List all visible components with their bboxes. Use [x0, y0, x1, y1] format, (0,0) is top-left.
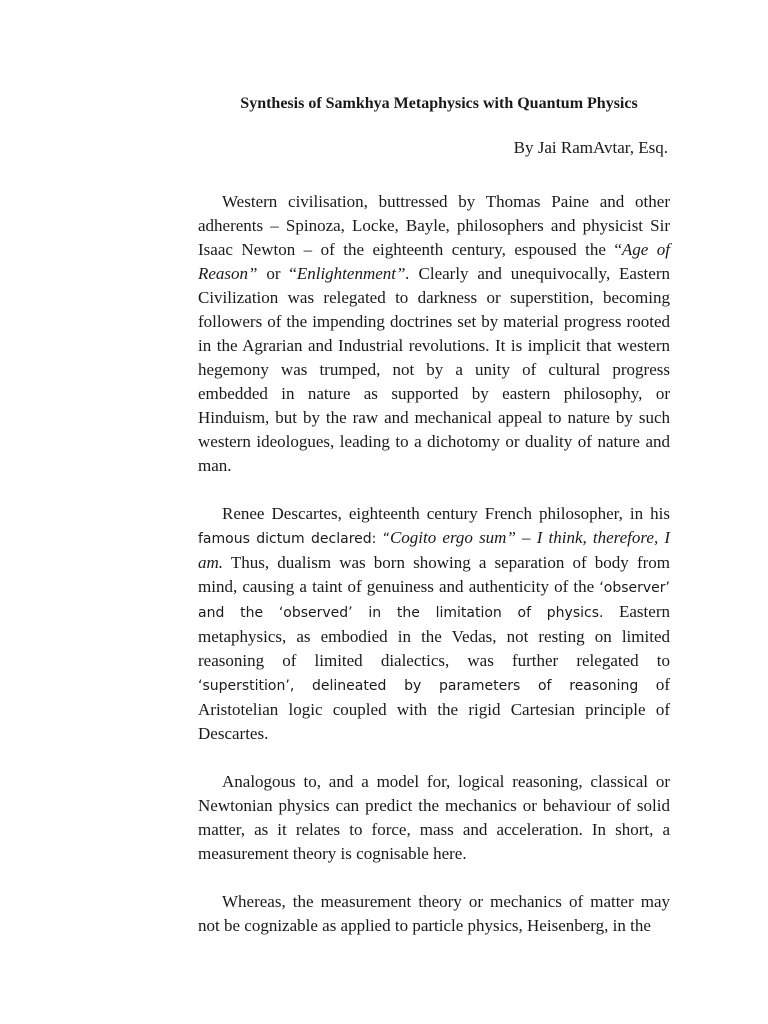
p2-text-b: famous dictum declared: “: [198, 531, 390, 547]
document-page: [198, 92, 670, 962]
p1-italic-age-of-reason: Age of Reason”: [198, 240, 671, 283]
p1-text-a: Western civilisation, buttressed by Thomas Paine and other adherents – Spinoza, Locke, Bayle, philosophers and physicist Sir Isaac Newton – of the eighteenth century, espoused the “: [198, 192, 670, 259]
p2-text-e: ‘observer’ and the ‘observed’ in the limitation of physics.: [198, 580, 670, 621]
p1-text-c: or “: [257, 264, 297, 283]
p2-text-g: ‘superstition’, delineated by parameters of reasoning: [198, 678, 639, 694]
p2-text-h: of Aristotelian logic coupled with the rigid Cartesian principle of Descartes.: [198, 675, 670, 743]
paragraph-2: [198, 502, 670, 746]
p2-text-a: Renee Descartes, eighteenth century French philosopher, in his: [222, 504, 670, 523]
p1-text-e: Clearly and unequivocally, Eastern Civilization was relegated to darkness or superstition, becoming followers of the impending doctrines set by material progress rooted in the Agrarian and Industrial revolutions. It is implicit that western hegemony was trumped, not by a unity of cultural progress embedded in nature as supported by eastern philosophy, or Hinduism, but by the raw and mechanical appeal to nature by such western ideologues, leading to a dichotomy or duality of nature and man.: [198, 264, 670, 475]
paragraph-4: Whereas, the measurement theory or mechanics of matter may not be cognizable as applied to particle physics, Heisenberg, in the: [198, 892, 670, 935]
document-title: Synthesis of Samkhya Metaphysics with Quantum Physics: [240, 95, 638, 112]
paragraph-3: Analogous to, and a model for, logical reasoning, classical or Newtonian physics can predict the mechanics or behaviour of solid matter, as it relates to force, mass and acceleration. In short, a measurement theory is cognisable here.: [198, 772, 670, 863]
p2-italic-cogito: Cogito ergo sum” – I think, therefore, I am.: [198, 528, 670, 572]
p2-text-d: Thus, dualism was born showing a separation of body from mind, causing a taint of genuiness and authenticity of the: [198, 553, 670, 596]
paragraph-1: [198, 190, 670, 478]
author-byline: By Jai RamAvtar, Esq.: [513, 138, 668, 157]
p2-text-f: Eastern metaphysics, as embodied in the Vedas, not resting on limited reasoning of limited dialectics, was further relegated to: [198, 602, 670, 670]
p1-italic-enlightenment: Enlightenment”.: [296, 264, 410, 283]
